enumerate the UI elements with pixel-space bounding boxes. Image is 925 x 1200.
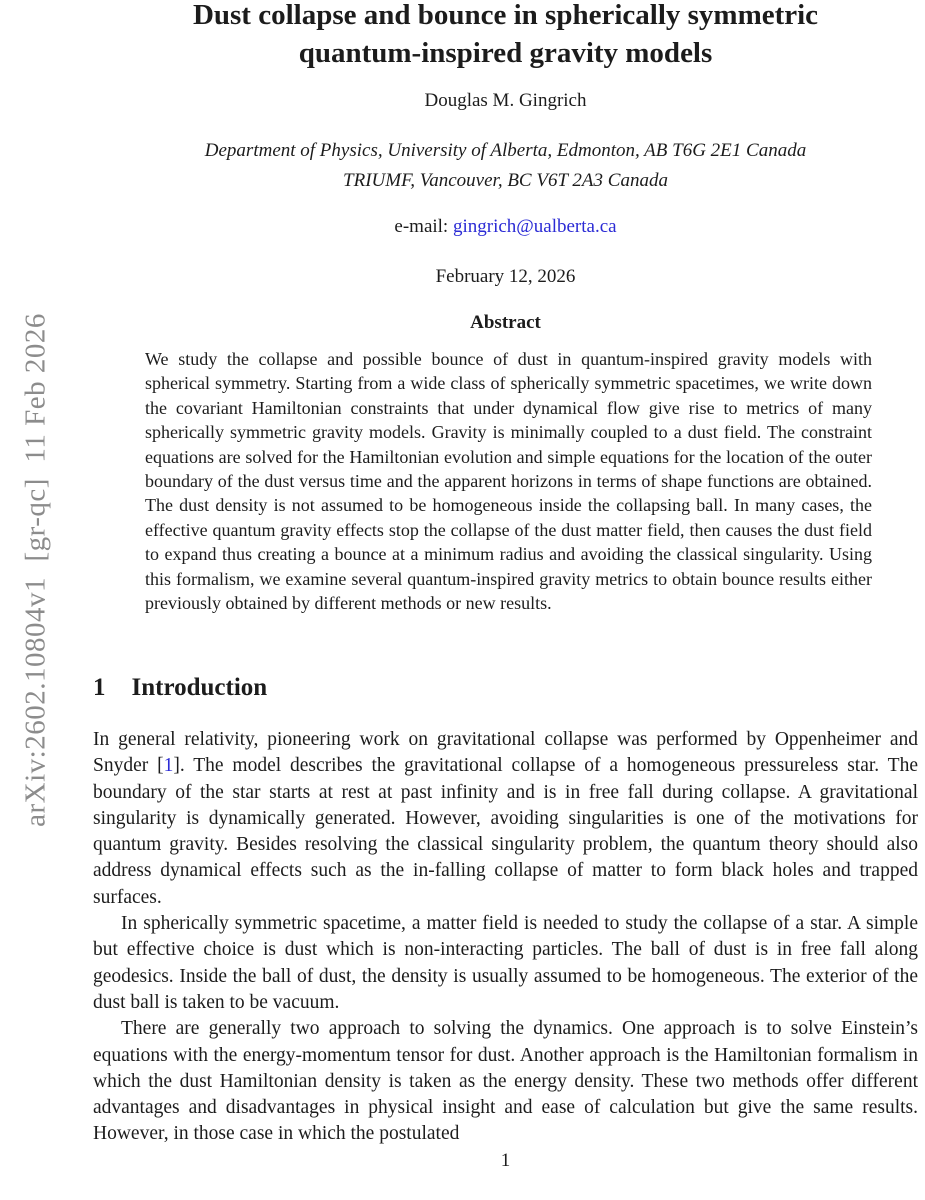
section-number: 1 [93, 674, 106, 701]
page-number: 1 [500, 1150, 511, 1171]
citation-link-1[interactable]: 1 [163, 755, 174, 777]
arxiv-watermark: arXiv:2602.10804v1 [gr-qc] 11 Feb 2026 [19, 313, 52, 827]
intro-paragraph-2: In spherically symmetric spacetime, a matter field is needed to study the collapse of a star. A simple but effective choice is dust which is non-interacting particles. The ball of dust is in free fall along geodesics. Inside the ball of dust, the density is usually assumed to be homogeneous. The exterior of the dust ball is taken to be vacuum. [93, 913, 918, 1013]
introduction-body [93, 727, 918, 1148]
paper-title [93, 0, 918, 72]
paper-date: February 12, 2026 [435, 266, 576, 287]
affiliation-block [93, 136, 918, 196]
intro-p1-text-before-cite: In general relativity, pioneering work on gravitational collapse was performed by Oppenheimer and Snyder [ [93, 729, 918, 777]
paper-title-line2: quantum-inspired gravity models [298, 37, 713, 69]
affiliation-line1: Department of Physics, University of Alberta, Edmonton, AB T6G 2E1 Canada [204, 140, 807, 161]
intro-paragraph-1 [93, 727, 918, 911]
email-line [93, 216, 918, 238]
paper-title-line1: Dust collapse and bounce in spherically symmetric [192, 0, 819, 31]
intro-p1-text-after-cite: ]. The model describes the gravitational collapse of a homogeneous pressureless star. The boundary of the star starts at rest at past infinity and is in free fall during collapse. A gravitational singularity is dynamically generated. However, avoiding singularities is one of the motivations for quantum gravity. Besides resolving the classical singularity problem, the quantum theory should also address dynamical effects such as the in-falling collapse of matter to form black holes and trapped surfaces. [93, 755, 918, 908]
intro-paragraph-3: There are generally two approach to solving the dynamics. One approach is to solve Einstein’s equations with the energy-momentum tensor for dust. Another approach is the Hamiltonian formalism in which the dust Hamiltonian density is taken as the energy density. These two methods offer different advantages and disadvantages in physical insight and ease of calculation but give the same results. However, in those case in which the postulated [93, 1018, 918, 1145]
paper-content-column [93, 0, 918, 1200]
section-heading-introduction [93, 668, 918, 708]
section-title: Introduction [131, 674, 268, 701]
email-link[interactable]: gingrich@ualberta.ca [452, 216, 617, 237]
author-name: Douglas M. Gingrich [424, 90, 587, 111]
affiliation-line2: TRIUMF, Vancouver, BC V6T 2A3 Canada [343, 170, 668, 191]
email-label: e-mail: [394, 216, 453, 237]
abstract-text: We study the collapse and possible bounce of dust in quantum-inspired gravity models with spherical symmetry. Starting from a wide class of spherically symmetric spacetimes, we write down the covariant Hamiltonian constraints that under dynamical flow give rise to metrics of many spherically symmetric gravity models. Gravity is minimally coupled to a dust field. The constraint equations are solved for the Hamiltonian evolution and simple equations for the location of the outer boundary of the dust versus time and the apparent horizons in terms of shape functions are obtained. The dust density is not assumed to be homogeneous inside the collapsing ball. In many cases, the effective quantum gravity effects stop the collapse of the dust matter field, then causes the dust field to expand thus creating a bounce at a minimum radius and avoiding the classical singularity. Using this formalism, we examine several quantum-inspired gravity metrics to obtain bounce results either previously obtained by different methods or new results. [145, 349, 872, 614]
abstract-heading: Abstract [470, 312, 541, 333]
